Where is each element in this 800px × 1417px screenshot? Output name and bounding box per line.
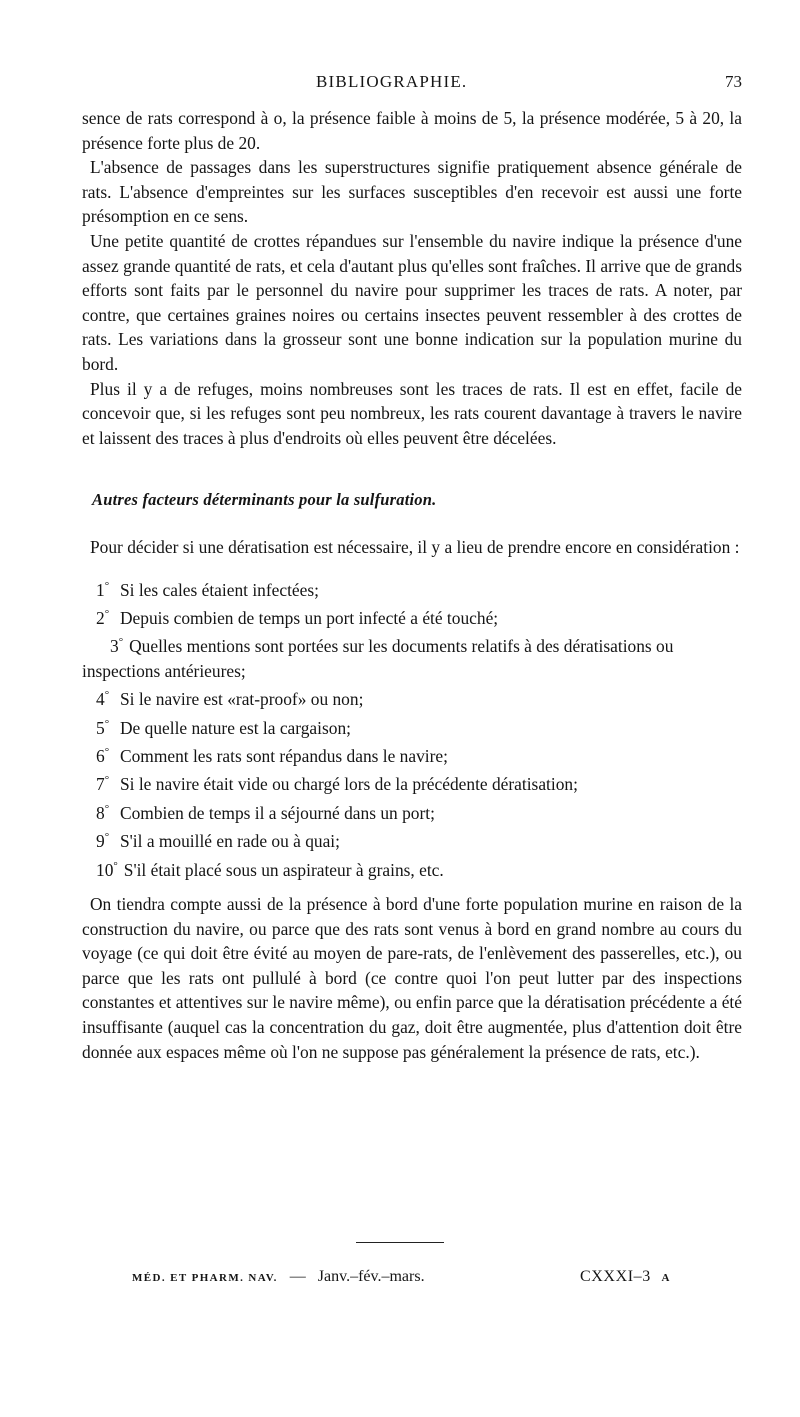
list-number: 8° — [96, 802, 110, 823]
list-item: 5° De quelle nature est la cargaison; — [82, 712, 742, 740]
section-heading: Autres facteurs déterminants pour la sulfuration. — [92, 490, 437, 510]
list-number: 4° — [96, 689, 110, 710]
list-item: 7° Si le navire était vide ou chargé lors de la précédente dératisation; — [82, 768, 742, 796]
paragraph-continuation: sence de rats correspond à o, la présence faible à moins de 5, la présence modérée, 5 à 20, la présence forte plus de 20. — [82, 108, 742, 153]
signature-mark: A — [661, 1272, 671, 1284]
paragraph: On tiendra compte aussi de la présence à bord d'une forte population murine en raison de la construction du navire, ou parce que des rats sont venus à bord en grand nombre au cours du voyage (ce qui doit être évité au moyen de pare-rats, de l'enlèvement des passerelles, etc.), ou parce que les rats ont pullulé à bord (ce contre quoi l'on peut lutter par des inspections constantes et attentives sur le navire même), ou enfin parce que la dératisation précédente a été insuffisante (auquel cas la concentration du gaz, doit être augmentée, plus d'attention doit être donnée aux espaces même où l'on ne suppose pas généralement la présence de rats, etc.). — [82, 894, 742, 1062]
list-item: 2° Depuis combien de temps un port infecté a été touché; — [82, 602, 742, 630]
running-header — [82, 72, 742, 100]
list-item: 9° S'il a mouillé en rade ou à quai; — [82, 825, 742, 853]
paragraph: L'absence de passages dans les superstructures signifie pratiquement absence générale de rats. L'absence d'empreintes sur les surfaces susceptibles d'en recevoir est aussi une forte présomption en ce sens. — [82, 157, 742, 227]
main-text — [82, 106, 742, 1064]
list-number: 3° — [110, 636, 124, 657]
list-item: 10° S'il était placé sous un aspirateur à grains, etc. — [82, 854, 742, 882]
list-number: 7° — [96, 774, 110, 795]
footer-rule — [356, 1242, 444, 1243]
list-number: 2° — [96, 607, 110, 628]
list-item: 1° Si les cales étaient infectées; — [82, 574, 742, 602]
list-item: 4° Si le navire est «rat-proof» ou non; — [82, 683, 742, 711]
journal-name: MÉD. ET PHARM. NAV. — [132, 1272, 278, 1284]
list-item: 6° Comment les rats sont répandus dans le navire; — [82, 740, 742, 768]
list-number: 10° — [96, 859, 118, 880]
footer-separator: — — [289, 1268, 306, 1285]
footer-journal-line — [132, 1268, 425, 1286]
footer-volume — [580, 1268, 670, 1286]
list-intro: Pour décider si une dératisation est nécessaire, il y a lieu de prendre encore en considération : — [90, 536, 740, 557]
volume-number: CXXXI–3 — [580, 1268, 651, 1285]
list-number: 9° — [96, 831, 110, 852]
paragraph: Plus il y a de refuges, moins nombreuses sont les traces de rats. Il est en effet, facile de concevoir que, si les refuges sont peu nombreux, les rats courent davantage à travers le navire et laissent des traces à plus d'endroits où elles peuvent être décelées. — [82, 378, 742, 448]
issue-date: Janv.–fév.–mars. — [317, 1268, 425, 1285]
list-item: 3° Quelles mentions sont portées sur les documents relatifs à des dératisations ou inspections antérieures; — [82, 630, 742, 683]
page-number: 73 — [725, 72, 742, 91]
running-title: BIBLIOGRAPHIE. — [316, 72, 468, 91]
list-number: 5° — [96, 717, 110, 738]
considerations-list — [82, 574, 742, 883]
list-number: 6° — [96, 745, 110, 766]
list-number: 1° — [96, 579, 110, 600]
list-item: 8° Combien de temps il a séjourné dans un port; — [82, 797, 742, 825]
page-footer — [82, 1268, 742, 1294]
paragraph: Une petite quantité de crottes répandues sur l'ensemble du navire indique la présence d'une assez grande quantité de rats, et cela d'autant plus qu'elles sont fraîches. Il arrive que de grands efforts sont faits par le personnel du navire pour supprimer les traces de rats. A noter, par contre, que certaines graines noires ou certains insectes peuvent ressembler à des crottes de rats. Les variations dans la grosseur sont une bonne indication sur la population murine du bord. — [82, 230, 742, 374]
